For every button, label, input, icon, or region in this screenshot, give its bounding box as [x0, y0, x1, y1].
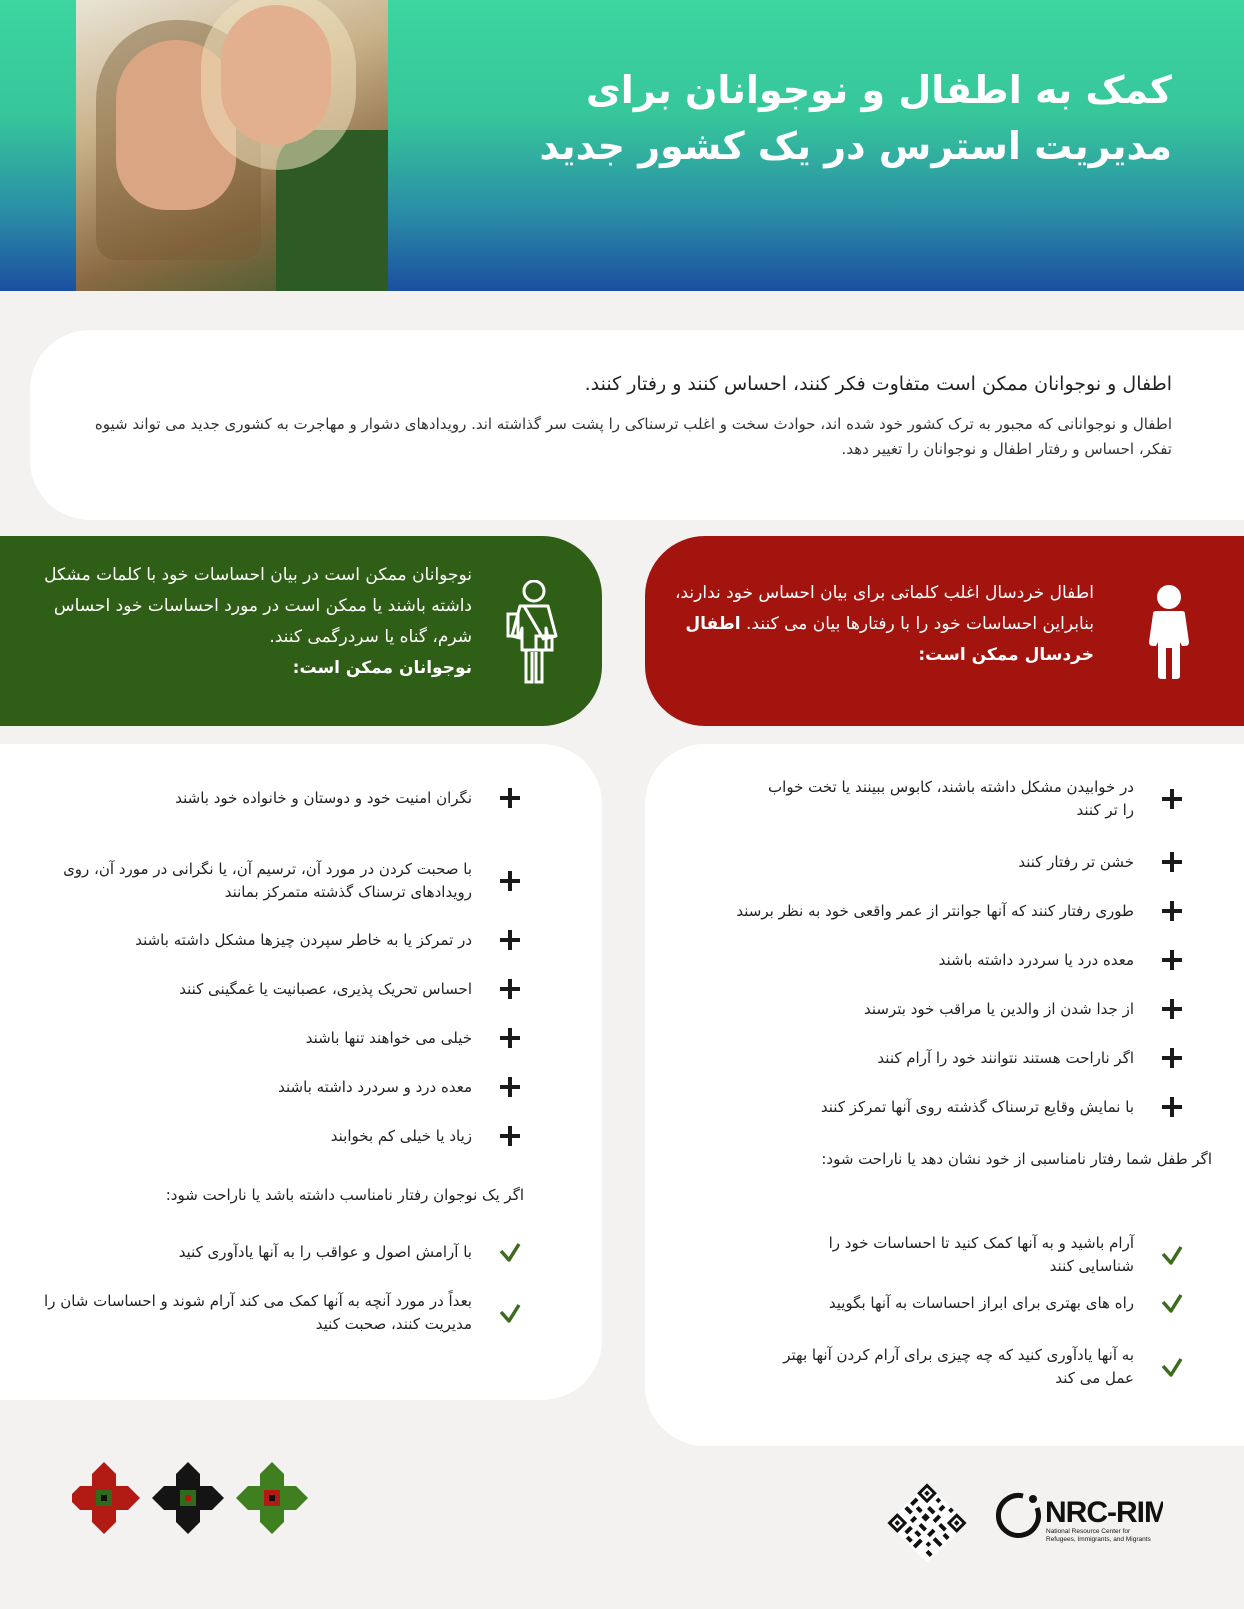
child-icon [1144, 584, 1194, 684]
tip-text: آرام باشید و به آنها کمک کنید تا احساسات خود را شناسایی کنند [828, 1234, 1134, 1275]
check-icon [1160, 1291, 1184, 1315]
plus-icon [1160, 948, 1184, 972]
list-item [704, 850, 1184, 874]
list-item [704, 899, 1184, 923]
list-item-text: در خوابیدن مشکل داشته باشند، کابوس ببینند یا تخت خواب را تر کنند [768, 778, 1134, 819]
plus-icon [498, 1026, 522, 1050]
plus-icon [498, 977, 522, 1001]
young-children-heading: اطفال خردسال ممکن است: [685, 614, 1094, 665]
list-item [704, 1046, 1184, 1070]
tip-item [704, 1344, 1184, 1390]
check-icon [498, 1301, 522, 1325]
header-banner [0, 0, 1244, 291]
list-item [42, 1075, 522, 1099]
decorative-motifs [72, 1460, 322, 1540]
list-item-text: زیاد یا خیلی کم بخوابند [330, 1126, 472, 1145]
page-title [452, 62, 1172, 174]
list-item [2, 858, 522, 904]
motif-green [236, 1462, 308, 1534]
tip-text: با آرامش اصول و عواقب را به آنها یادآوری کنید [178, 1242, 472, 1261]
check-icon [498, 1240, 522, 1264]
list-item-text: معده درد یا سردرد داشته باشند [938, 950, 1134, 969]
list-item-text: از جدا شدن از والدین یا مراقب خود بترسند [864, 999, 1134, 1018]
list-item [42, 928, 522, 952]
logo-subtitle-1: National Resource Center for [1046, 1528, 1131, 1535]
plus-icon [1160, 1046, 1184, 1070]
nrc-rim-logo [993, 1488, 1163, 1544]
plus-icon [498, 869, 522, 893]
list-item [704, 776, 1184, 822]
plus-icon [1160, 997, 1184, 1021]
intro-lead: اطفال و نوجوانان ممکن است متفاوت فکر کنند، احساس کنند و رفتار کنند. [584, 373, 1172, 395]
teens-card-text [42, 560, 472, 684]
young-children-panel [645, 744, 1244, 1446]
photo-shape [221, 5, 331, 145]
list-item [42, 977, 522, 1001]
plus-icon [1160, 787, 1184, 811]
plus-icon [498, 1075, 522, 1099]
teens-card [0, 536, 602, 726]
teens-panel [0, 744, 602, 1400]
list-item [704, 1095, 1184, 1119]
nrc-rim-logo-graphic [993, 1488, 1163, 1544]
motif-red [72, 1462, 140, 1534]
tip-text: بعداً در مورد آنچه به آنها کمک می کند آرام شوند و احساسات شان را مدیریت کنند، صحبت کنید [44, 1292, 472, 1333]
check-icon [1160, 1243, 1184, 1267]
young-children-card [645, 536, 1244, 726]
intro-box [30, 330, 1244, 520]
tip-item [704, 1232, 1184, 1278]
teens-heading: نوجوانان ممکن است: [292, 658, 472, 678]
teen-icon [506, 580, 562, 688]
list-item-text: معده درد و سردرد داشته باشند [278, 1077, 472, 1096]
list-item [42, 1026, 522, 1050]
list-item [704, 948, 1184, 972]
tip-item [2, 1290, 522, 1336]
logo-subtitle-2: Refugees, Immigrants, and Migrants [1046, 1536, 1151, 1543]
young-children-subheading: اگر طفل شما رفتار نامناسبی از خود نشان دهد یا ناراحت شود: [821, 1150, 1212, 1168]
young-children-card-text [674, 578, 1094, 671]
list-item [704, 997, 1184, 1021]
list-item-text: خشن تر رفتار کنند [1018, 852, 1134, 871]
list-item-text: با صحبت کردن در مورد آن، ترسیم آن، یا نگرانی در مورد آن، روی رویدادهای ترسناک گذشته متمرکز بمانند [63, 860, 472, 901]
list-item [42, 1124, 522, 1148]
teens-intro: نوجوانان ممکن است در بیان احساسات خود با کلمات مشکل داشته باشند یا ممکن است در مورد احساسات خود احساس شرم، گناه یا سردرگمی کنند. [44, 565, 472, 647]
tip-text: راه های بهتری برای ابراز احساسات به آنها بگویید [828, 1293, 1134, 1312]
tip-item [704, 1291, 1184, 1315]
check-icon [1160, 1355, 1184, 1379]
plus-icon [1160, 1095, 1184, 1119]
title-line-1: کمک به اطفال و نوجوانان برای [585, 68, 1172, 112]
young-children-intro: اطفال خردسال اغلب کلماتی برای بیان احساس خود ندارند، بنابراین احساسات خود را با رفتارها بیان می کنند. [675, 583, 1094, 634]
plus-icon [498, 1124, 522, 1148]
plus-icon [498, 928, 522, 952]
plus-icon [498, 786, 522, 810]
title-line-2: مدیریت استرس در یک کشور جدید [539, 124, 1172, 168]
header-photo [76, 0, 388, 291]
motif-black [152, 1462, 224, 1534]
list-item [42, 786, 522, 810]
tip-item [42, 1240, 522, 1264]
list-item-text: خیلی می خواهند تنها باشند [305, 1028, 472, 1047]
intro-body: اطفال و نوجوانانی که مجبور به ترک کشور خود شده اند، حوادث سخت و اغلب ترسناکی را پشت سر گذاشته اند. رویدادهای دشوار و مهاجرت به کشوری جدید می تواند شیوه تفکر، احساس و رفتار اطفال و نوجوانان را تغییر دهد. [94, 415, 1172, 458]
teens-subheading: اگر یک نوجوان رفتار نامناسب داشته باشد یا ناراحت شود: [165, 1186, 524, 1204]
qr-code[interactable] [884, 1480, 970, 1566]
tip-text: به آنها یادآوری کنید که چه چیزی برای آرام کردن آنها بهتر عمل می کند [783, 1346, 1134, 1387]
plus-icon [1160, 899, 1184, 923]
list-item-text: طوری رفتار کنند که آنها جوانتر از عمر واقعی خود به نظر برسند [736, 901, 1134, 920]
list-item-text: با نمایش وقایع ترسناک گذشته روی آنها تمرکز کنند [820, 1097, 1134, 1116]
list-item-text: اگر ناراحت هستند نتوانند خود را آرام کنند [877, 1048, 1134, 1067]
list-item-text: در تمرکز یا به خاطر سپردن چیزها مشکل داشته باشند [135, 930, 472, 949]
plus-icon [1160, 850, 1184, 874]
logo-text: NRC-RIM [1045, 1496, 1163, 1529]
list-item-text: نگران امنیت خود و دوستان و خانواده خود باشند [175, 788, 472, 807]
list-item-text: احساس تحریک پذیری، عصبانیت یا غمگینی کنند [179, 979, 472, 998]
